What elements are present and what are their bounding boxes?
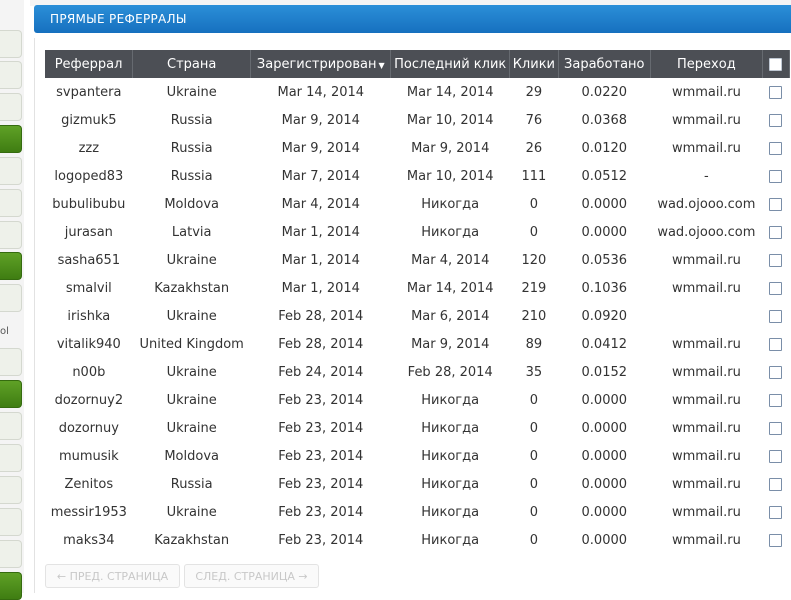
cell-last-click: Mar 9, 2014 xyxy=(411,336,490,352)
cell-select xyxy=(762,386,789,414)
cell-select xyxy=(762,414,789,442)
cell-clicks: 0 xyxy=(529,420,538,436)
sidebar-button[interactable] xyxy=(0,508,22,536)
cell-registered: Feb 24, 2014 xyxy=(278,364,364,380)
cell-earned: 0.0920 xyxy=(581,308,628,324)
cell-select xyxy=(762,246,789,274)
table-row xyxy=(45,330,790,358)
column-header-last-click[interactable]: Последний клик xyxy=(391,50,510,78)
sidebar-button-active[interactable] xyxy=(0,252,22,280)
referrals-table xyxy=(45,50,790,554)
row-checkbox[interactable] xyxy=(769,254,782,267)
table-row xyxy=(45,78,790,106)
cell-select xyxy=(762,162,789,190)
cell-last-click: Никогда xyxy=(421,504,480,520)
column-header-registered-label: Зарегистрирован xyxy=(256,56,377,72)
cell-select xyxy=(762,274,789,302)
cell-earned: 0.0000 xyxy=(581,224,628,240)
cell-country: Kazakhstan xyxy=(154,280,230,296)
cell-clicks: 210 xyxy=(521,308,547,324)
row-checkbox[interactable] xyxy=(769,86,782,99)
cell-earned: 0.0536 xyxy=(581,252,628,268)
cell-select xyxy=(762,470,789,498)
cell-referral: gizmuk5 xyxy=(61,112,117,128)
cell-referral: bubulibubu xyxy=(52,196,126,212)
table-row xyxy=(45,106,790,134)
cell-transition: wad.ojooo.com xyxy=(657,224,756,240)
row-checkbox[interactable] xyxy=(769,198,782,211)
cell-registered: Mar 7, 2014 xyxy=(281,168,360,184)
cell-transition: wmmail.ru xyxy=(671,504,741,520)
sidebar-button[interactable] xyxy=(0,189,22,217)
select-all-cell xyxy=(762,50,789,78)
cell-earned: 0.0000 xyxy=(581,196,628,212)
table-row xyxy=(45,498,790,526)
row-checkbox[interactable] xyxy=(769,170,782,183)
cell-clicks: 0 xyxy=(529,392,538,408)
cell-select xyxy=(762,302,789,330)
next-page-button[interactable]: СЛЕД. СТРАНИЦА → xyxy=(184,564,319,588)
row-checkbox[interactable] xyxy=(769,394,782,407)
cell-country: Moldova xyxy=(164,448,219,464)
table-row xyxy=(45,274,790,302)
cell-earned: 0.1036 xyxy=(581,280,628,296)
sidebar-button-active[interactable] xyxy=(0,125,22,153)
cell-referral: irishka xyxy=(67,308,111,324)
cell-registered: Feb 23, 2014 xyxy=(278,448,364,464)
row-checkbox[interactable] xyxy=(769,114,782,127)
cell-referral: mumusik xyxy=(58,448,119,464)
cell-country: Kazakhstan xyxy=(154,532,230,548)
table-row xyxy=(45,190,790,218)
cell-transition: wad.ojooo.com xyxy=(657,196,756,212)
cell-referral: zzz xyxy=(78,140,100,156)
sidebar-button[interactable] xyxy=(0,412,22,440)
cell-transition: wmmail.ru xyxy=(671,280,741,296)
cell-clicks: 26 xyxy=(525,140,543,156)
row-checkbox[interactable] xyxy=(769,310,782,323)
sidebar-button[interactable] xyxy=(0,284,22,312)
cell-country: Russia xyxy=(170,140,213,156)
cell-registered: Feb 23, 2014 xyxy=(278,532,364,548)
sidebar-button[interactable] xyxy=(0,221,22,249)
cell-earned: 0.0152 xyxy=(581,364,628,380)
sidebar-button[interactable] xyxy=(0,476,22,504)
row-checkbox[interactable] xyxy=(769,142,782,155)
cell-transition: wmmail.ru xyxy=(671,476,741,492)
sidebar-button[interactable] xyxy=(0,348,22,376)
cell-referral: svpantera xyxy=(56,84,122,100)
cell-transition: wmmail.ru xyxy=(671,336,741,352)
cell-registered: Feb 23, 2014 xyxy=(278,420,364,436)
cell-registered: Mar 1, 2014 xyxy=(281,280,360,296)
table-row xyxy=(45,246,790,274)
row-checkbox[interactable] xyxy=(769,534,782,547)
cell-country: Ukraine xyxy=(166,364,217,380)
cell-last-click: Mar 4, 2014 xyxy=(411,252,490,268)
cell-clicks: 76 xyxy=(525,112,543,128)
cell-referral: logoped83 xyxy=(54,168,124,184)
cell-last-click: Никогда xyxy=(421,420,480,436)
cell-last-click: Feb 28, 2014 xyxy=(407,364,493,380)
cell-select xyxy=(762,78,789,106)
cell-last-click: Никогда xyxy=(421,532,480,548)
cell-last-click: Mar 6, 2014 xyxy=(411,308,490,324)
cell-clicks: 29 xyxy=(525,84,543,100)
cell-clicks: 111 xyxy=(521,168,547,184)
panel-title: ПРЯМЫЕ РЕФЕРРАЛЫ xyxy=(34,5,791,33)
row-checkbox[interactable] xyxy=(769,450,782,463)
column-header-referral[interactable]: Реферрал xyxy=(45,50,133,78)
cell-select xyxy=(762,190,789,218)
row-checkbox[interactable] xyxy=(769,478,782,491)
cell-referral: dozornuy xyxy=(58,420,119,436)
cell-referral: messir1953 xyxy=(50,504,127,520)
cell-registered: Feb 28, 2014 xyxy=(278,336,364,352)
cell-referral: Zenitos xyxy=(64,476,114,492)
sidebar-button[interactable] xyxy=(0,93,22,121)
prev-page-button[interactable]: ← ПРЕД. СТРАНИЦА xyxy=(45,564,180,588)
cell-last-click: Mar 9, 2014 xyxy=(411,140,490,156)
cell-transition: wmmail.ru xyxy=(671,140,741,156)
cell-select xyxy=(762,498,789,526)
cell-last-click: Никогда xyxy=(421,392,480,408)
cell-registered: Mar 1, 2014 xyxy=(281,224,360,240)
sidebar-partial-label: ol xyxy=(0,326,9,337)
cell-country: Ukraine xyxy=(166,392,217,408)
cell-registered: Mar 9, 2014 xyxy=(281,140,360,156)
cell-transition xyxy=(650,302,762,330)
cell-clicks: 0 xyxy=(529,196,538,212)
cell-last-click: Никогда xyxy=(421,476,480,492)
cell-registered: Mar 14, 2014 xyxy=(277,84,365,100)
cell-clicks: 0 xyxy=(529,532,538,548)
sidebar-button-active[interactable] xyxy=(0,572,22,600)
row-checkbox[interactable] xyxy=(769,422,782,435)
cell-transition: wmmail.ru xyxy=(671,448,741,464)
cell-select xyxy=(762,134,789,162)
cell-country: Ukraine xyxy=(166,308,217,324)
cell-registered: Feb 28, 2014 xyxy=(278,308,364,324)
cell-clicks: 0 xyxy=(529,476,538,492)
cell-clicks: 120 xyxy=(521,252,547,268)
cell-last-click: Mar 10, 2014 xyxy=(406,168,494,184)
cell-clicks: 35 xyxy=(525,364,543,380)
cell-registered: Feb 23, 2014 xyxy=(278,504,364,520)
cell-referral: sasha651 xyxy=(57,252,121,268)
cell-registered: Feb 23, 2014 xyxy=(278,476,364,492)
table-body xyxy=(45,78,790,554)
cell-country: Ukraine xyxy=(166,504,217,520)
row-checkbox[interactable] xyxy=(769,366,782,379)
cell-referral: maks34 xyxy=(63,532,115,548)
table-row xyxy=(45,134,790,162)
row-checkbox[interactable] xyxy=(769,282,782,295)
cell-country: Ukraine xyxy=(166,84,217,100)
cell-transition: wmmail.ru xyxy=(671,420,741,436)
cell-country: Russia xyxy=(170,168,213,184)
cell-select xyxy=(762,442,789,470)
column-header-country[interactable]: Страна xyxy=(133,50,251,78)
table-row xyxy=(45,526,790,554)
cell-earned: 0.0000 xyxy=(581,476,628,492)
cell-registered: Mar 1, 2014 xyxy=(281,252,360,268)
cell-transition: wmmail.ru xyxy=(671,392,741,408)
cell-transition: wmmail.ru xyxy=(671,252,741,268)
table-row xyxy=(45,302,790,330)
left-sidebar xyxy=(0,0,24,593)
cell-last-click: Mar 14, 2014 xyxy=(406,84,494,100)
column-header-registered[interactable] xyxy=(251,50,391,78)
cell-country: Russia xyxy=(170,112,213,128)
cell-earned: 0.0000 xyxy=(581,420,628,436)
table-row xyxy=(45,358,790,386)
table-row xyxy=(45,218,790,246)
cell-select xyxy=(762,358,789,386)
cell-select xyxy=(762,218,789,246)
cell-clicks: 0 xyxy=(529,504,538,520)
cell-country: Russia xyxy=(170,476,213,492)
sidebar-button[interactable] xyxy=(0,540,22,568)
cell-earned: 0.0412 xyxy=(581,336,628,352)
cell-earned: 0.0000 xyxy=(581,532,628,548)
cell-transition: wmmail.ru xyxy=(671,364,741,380)
cell-referral: n00b xyxy=(72,364,106,380)
cell-clicks: 219 xyxy=(521,280,547,296)
cell-earned: 0.0512 xyxy=(581,168,628,184)
cell-transition: - xyxy=(704,168,709,184)
cell-referral: vitalik940 xyxy=(56,336,121,352)
cell-country: Latvia xyxy=(171,224,212,240)
cell-last-click: Никогда xyxy=(421,196,480,212)
row-checkbox[interactable] xyxy=(769,338,782,351)
cell-country: Moldova xyxy=(164,196,219,212)
column-header-transition[interactable]: Переход xyxy=(650,50,762,78)
cell-registered: Mar 4, 2014 xyxy=(281,196,360,212)
cell-earned: 0.0120 xyxy=(581,140,628,156)
cell-last-click: Никогда xyxy=(421,448,480,464)
cell-clicks: 89 xyxy=(525,336,543,352)
sort-desc-icon: ▼ xyxy=(378,60,385,70)
column-header-earned[interactable]: Заработано xyxy=(558,50,650,78)
table-row xyxy=(45,442,790,470)
cell-earned: 0.0000 xyxy=(581,448,628,464)
cell-registered: Mar 9, 2014 xyxy=(281,112,360,128)
cell-registered: Feb 23, 2014 xyxy=(278,392,364,408)
cell-country: United Kingdom xyxy=(139,336,244,352)
cell-referral: dozornuy2 xyxy=(54,392,124,408)
sidebar-button[interactable] xyxy=(0,30,22,58)
table-row xyxy=(45,470,790,498)
table-row xyxy=(45,162,790,190)
cell-last-click: Mar 14, 2014 xyxy=(406,280,494,296)
sidebar-button[interactable] xyxy=(0,444,22,472)
cell-referral: smalvil xyxy=(65,280,112,296)
table-header-row xyxy=(45,50,790,78)
cell-select xyxy=(762,330,789,358)
cell-earned: 0.0000 xyxy=(581,504,628,520)
row-checkbox[interactable] xyxy=(769,506,782,519)
cell-country: Ukraine xyxy=(166,420,217,436)
cell-transition: wmmail.ru xyxy=(671,532,741,548)
cell-last-click: Mar 10, 2014 xyxy=(406,112,494,128)
cell-clicks: 0 xyxy=(529,224,538,240)
sidebar-button[interactable] xyxy=(0,157,22,185)
cell-earned: 0.0368 xyxy=(581,112,628,128)
select-all-checkbox[interactable] xyxy=(769,58,782,71)
cell-earned: 0.0000 xyxy=(581,392,628,408)
cell-clicks: 0 xyxy=(529,448,538,464)
sidebar-button[interactable] xyxy=(0,61,22,89)
cell-referral: jurasan xyxy=(64,224,113,240)
table-row xyxy=(45,386,790,414)
column-header-clicks[interactable]: Клики xyxy=(510,50,559,78)
cell-transition: wmmail.ru xyxy=(671,112,741,128)
cell-select xyxy=(762,106,789,134)
cell-select xyxy=(762,526,789,554)
cell-earned: 0.0220 xyxy=(581,84,628,100)
table-row xyxy=(45,414,790,442)
cell-last-click: Никогда xyxy=(421,224,480,240)
cell-country: Ukraine xyxy=(166,252,217,268)
row-checkbox[interactable] xyxy=(769,226,782,239)
cell-transition: wmmail.ru xyxy=(671,84,741,100)
sidebar-button-active[interactable] xyxy=(0,380,22,408)
